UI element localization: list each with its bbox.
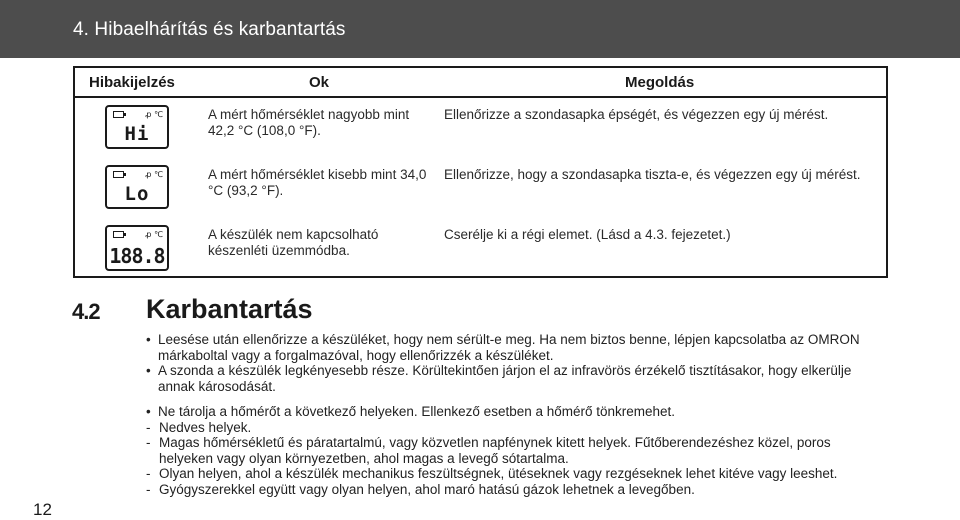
battery-icon xyxy=(113,111,124,118)
storage-bullet-list xyxy=(146,404,886,497)
bullet-icon: • xyxy=(146,363,151,378)
table-row xyxy=(75,165,886,225)
lcd-readout: Lo xyxy=(124,183,150,205)
list-item-text: Ne tárolja a hőmérőt a következő helyeken. Ellenkező esetben a hőmérő tönkremehet. xyxy=(158,404,676,419)
list-item xyxy=(146,435,886,466)
lcd-status-icons: ꝓ ℃ xyxy=(145,230,163,239)
dash-icon: - xyxy=(146,466,151,481)
table-row xyxy=(75,105,886,165)
list-item xyxy=(146,363,886,394)
battery-icon xyxy=(113,171,124,178)
list-item-text: Nedves helyek. xyxy=(159,419,252,435)
list-item-text: Leesése után ellenőrizze a készüléket, hogy nem sérült-e meg. Ha nem biztos benne, lépjen kapcsolatba az OMRON márkaboltal vagy a forgalmazóval, hogy ellenőrizzék a készüléket. xyxy=(158,332,860,363)
dash-icon: - xyxy=(146,435,151,450)
column-header-solution: Megoldás xyxy=(625,74,695,91)
maintenance-bullet-list xyxy=(146,332,886,394)
solution-text: Cserélje ki a régi elemet. (Lásd a 4.3. fejezetet.) xyxy=(444,227,731,242)
lcd-display-icon xyxy=(105,225,169,271)
bullet-icon: • xyxy=(146,404,151,419)
lcd-status-icons: ꝓ ℃ xyxy=(145,110,163,119)
lcd-display-icon xyxy=(105,165,169,209)
section-title: Karbantartás xyxy=(146,294,313,324)
table-row xyxy=(75,225,886,285)
list-item xyxy=(146,332,886,363)
list-item xyxy=(146,466,886,482)
list-item-text: Magas hőmérsékletű és páratartalmú, vagy közvetlen napfénynek kitett helyek. Fűtőberendezéshez közel, poros helyeken vagy olyan környezetben, ahol magas a levegő sótartalma. xyxy=(159,435,831,466)
section-number: 4.2 xyxy=(72,299,100,324)
dash-icon: - xyxy=(146,481,151,497)
lcd-display-icon xyxy=(105,105,169,149)
page-number: 12 xyxy=(33,500,52,519)
list-item xyxy=(146,482,886,498)
solution-text: Ellenőrizze a szondasapka épségét, és végezzen egy új mérést. xyxy=(444,107,829,122)
list-item-text: A szonda a készülék legkényesebb része. Körültekintően járjon el az infravörös érzékelő tisztításakor, hogy elkerülje annak károsodását. xyxy=(158,363,852,394)
cause-text: A készülék nem kapcsolható készenléti üzemmódba. xyxy=(208,227,379,258)
solution-text: Ellenőrizze, hogy a szondasapka tiszta-e, és végezzen egy új mérést. xyxy=(444,167,861,182)
list-item xyxy=(146,404,886,420)
column-header-error: Hibakijelzés xyxy=(89,74,175,91)
header-bar xyxy=(0,0,960,58)
cause-text: A mért hőmérséklet nagyobb mint 42,2 °C (108,0 °F). xyxy=(208,107,410,138)
dash-icon: - xyxy=(146,419,151,435)
battery-icon xyxy=(113,231,124,238)
lcd-status-icons: ꝓ ℃ xyxy=(145,170,163,179)
page-title: 4. Hibaelhárítás és karbantartás xyxy=(73,19,346,40)
list-item xyxy=(146,420,886,436)
list-item-text: Gyógyszerekkel együtt vagy olyan helyen, ahol maró hatású gázok lehetnek a levegőben. xyxy=(159,481,695,497)
troubleshooting-table xyxy=(73,66,888,278)
lcd-readout: 188.8 xyxy=(109,244,165,268)
bullet-icon: • xyxy=(146,332,151,347)
header-divider xyxy=(75,96,886,98)
lcd-readout: Hi xyxy=(124,123,150,145)
cause-text: A mért hőmérséklet kisebb mint 34,0 °C (93,2 °F). xyxy=(208,167,427,198)
list-item-text: Olyan helyen, ahol a készülék mechanikus feszültségnek, ütéseknek vagy rezgéseknek lehet kitéve vagy leeshet. xyxy=(159,466,838,481)
column-header-cause: Ok xyxy=(309,74,330,91)
